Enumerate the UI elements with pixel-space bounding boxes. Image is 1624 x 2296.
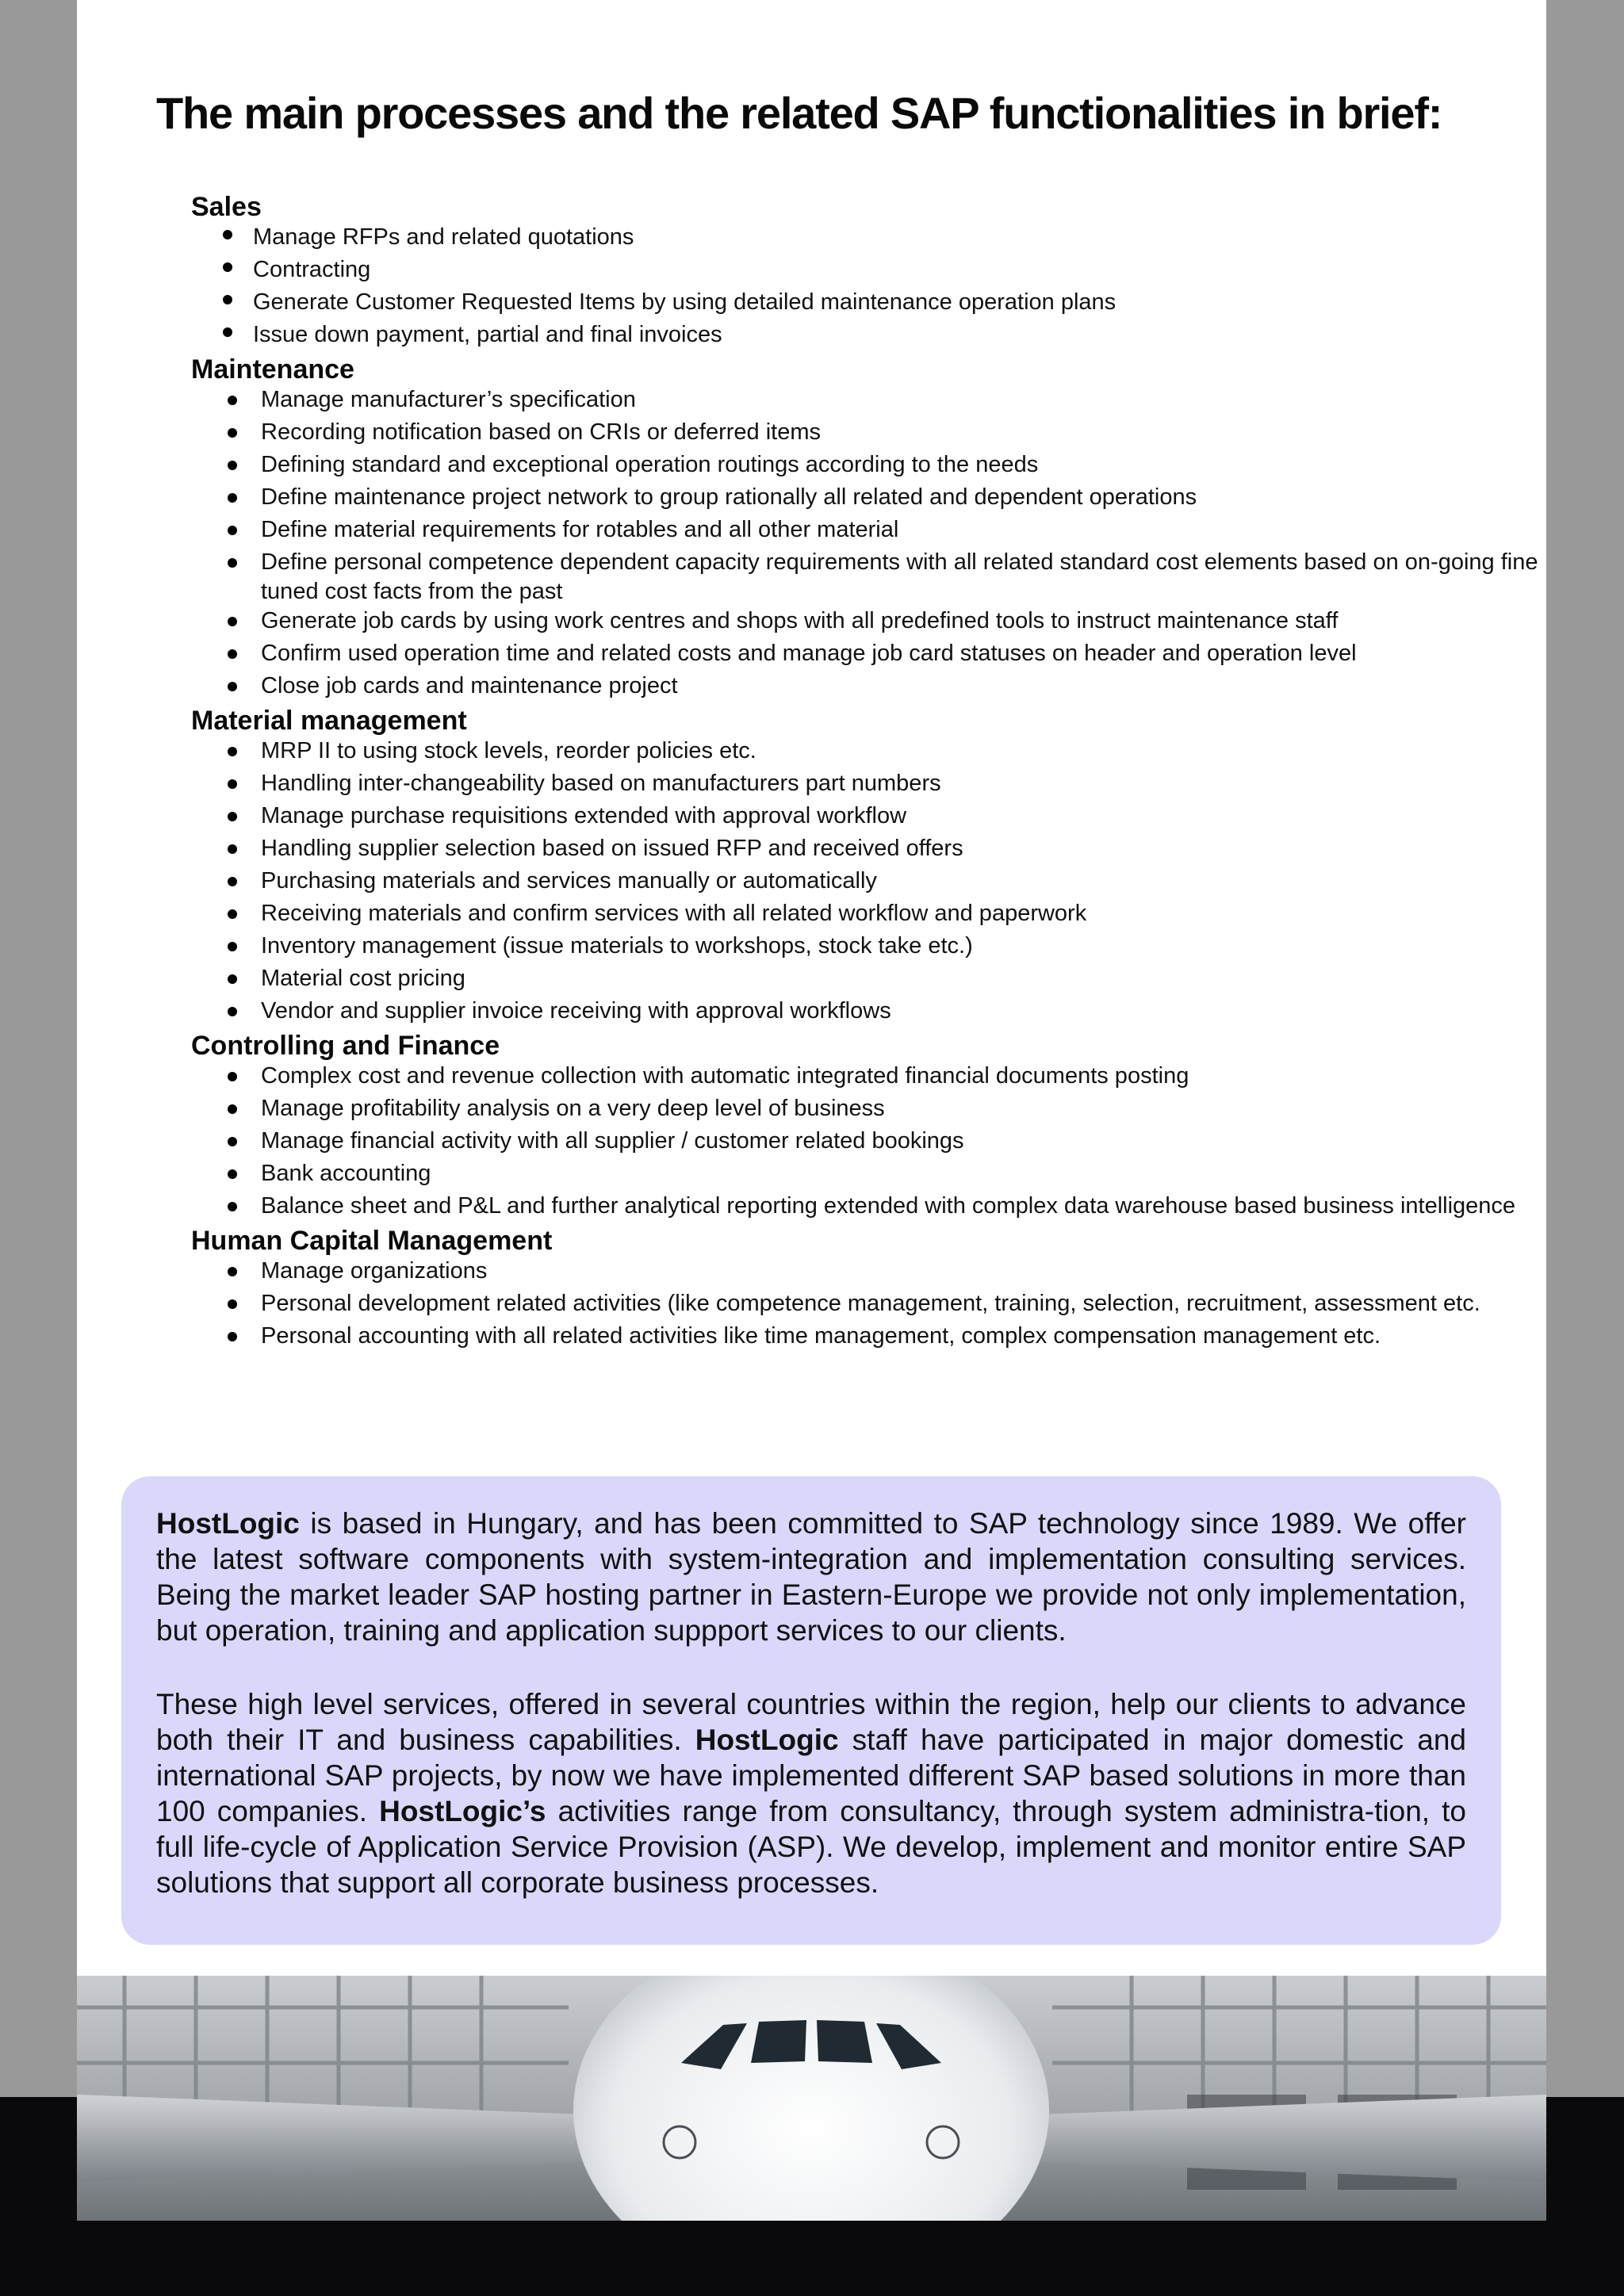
about-paragraph-1 <box>156 1506 1466 1648</box>
bullet-icon <box>228 649 237 659</box>
list-item <box>191 672 1546 704</box>
list-item-text: Handling inter-changeability based on manufacturers part numbers <box>261 771 941 796</box>
list-item <box>191 1257 1546 1289</box>
list-item-text: Material cost pricing <box>261 966 465 991</box>
bullet-icon <box>228 1137 237 1146</box>
list-item <box>191 607 1546 639</box>
list-item-text: Inventory management (issue materials to workshops, stock take etc.) <box>261 933 973 959</box>
section-title: Human Capital Management <box>191 1226 553 1256</box>
bullet-icon <box>228 1007 237 1016</box>
list-item <box>191 932 1546 964</box>
list-item <box>191 964 1546 997</box>
bullet-icon <box>228 844 237 854</box>
list-item <box>191 997 1546 1029</box>
list-item-text: Manage financial activity with all supplier / customer related bookings <box>261 1128 964 1154</box>
list-item-text: Handling supplier selection based on issued RFP and received offers <box>261 836 963 861</box>
aircraft-hangar-photo <box>77 1976 1546 2221</box>
aircraft-fuselage-nose <box>573 1976 1049 2221</box>
bullet-icon <box>228 1072 237 1081</box>
list-item <box>191 834 1546 867</box>
bullet-icon <box>228 909 237 919</box>
list-item <box>191 418 1546 450</box>
list-item-text: Contracting <box>253 257 371 282</box>
about-paragraph-2 <box>156 1686 1466 1900</box>
list-item <box>191 450 1546 483</box>
list-item-text: Manage organizations <box>261 1258 488 1284</box>
list-item-text: Balance sheet and P&L and further analytical reporting extended with complex data warehouse based business intelligence <box>261 1193 1516 1219</box>
about-text: activities range from consultancy, through system administra-tion, to full life-cycle of Application Service Provision (ASP). We develop, implement and monitor entire SAP solutions that support all corporate business processes. <box>156 1795 1466 1899</box>
list-item-text: Define personal competence dependent capacity requirements with all related standard cost elements based on on-going fine tuned cost facts from the past <box>261 549 1538 604</box>
list-item <box>191 1159 1546 1192</box>
list-item-text: Generate job cards by using work centres and shops with all predefined tools to instruct maintenance staff <box>261 608 1339 633</box>
section-items <box>191 223 1546 353</box>
section-items <box>191 1062 1546 1224</box>
list-item-text: Manage RFPs and related quotations <box>253 224 634 250</box>
section-title: Controlling and Finance <box>191 1031 500 1061</box>
bullet-icon <box>228 877 237 886</box>
bullet-icon <box>228 493 237 503</box>
list-item-text: Confirm used operation time and related costs and manage job card statuses on header and operation level <box>261 641 1357 666</box>
bullet-icon <box>228 1202 237 1211</box>
section-items <box>191 737 1546 1029</box>
bullet-icon <box>228 682 237 691</box>
list-item <box>191 223 1546 255</box>
about-text: is based in Hungary, and has been committed to SAP technology since 1989. We offer the latest software components with system-integration and implementation consulting services. Being the market leader SAP hosting partner in Eastern-Europe we provide not only implementation, but operation, training and application suppport services to our clients. <box>156 1507 1466 1647</box>
bullet-icon <box>228 1267 237 1276</box>
bullet-icon <box>228 779 237 789</box>
list-item-text: MRP II to using stock levels, reorder policies etc. <box>261 738 756 763</box>
bullet-icon <box>228 461 237 470</box>
list-item <box>191 483 1546 515</box>
about-text: staff have participated in major domestic and international SAP projects, by now we have implemented different SAP based solutions in more than 100 companies. <box>156 1724 1466 1827</box>
list-item-text: Receiving materials and confirm services with all related workflow and paperwork <box>261 901 1087 926</box>
company-name: HostLogic <box>156 1507 300 1540</box>
list-item <box>191 639 1546 672</box>
bullet-icon <box>228 617 237 626</box>
list-item <box>191 1062 1546 1094</box>
section-material-management <box>191 704 1546 1029</box>
company-name-possessive: HostLogic’s <box>379 1795 546 1827</box>
section-maintenance <box>191 353 1546 704</box>
list-item <box>191 737 1546 769</box>
list-item <box>191 288 1546 320</box>
process-sections <box>191 190 1546 1354</box>
bullet-icon <box>223 327 232 337</box>
list-item-text: Bank accounting <box>261 1161 431 1186</box>
list-item <box>191 1094 1546 1127</box>
list-item-text: Defining standard and exceptional operation routings according to the needs <box>261 452 1039 477</box>
bullet-icon <box>228 396 237 405</box>
about-text: These high level services, offered in several countries within the region, help our clients to advance both their IT and business capabilities. <box>156 1688 1466 1756</box>
list-item-text: Complex cost and revenue collection with automatic integrated financial documents posting <box>261 1063 1189 1089</box>
list-item-text: Vendor and supplier invoice receiving with approval workflows <box>261 998 891 1024</box>
bullet-icon <box>228 1104 237 1114</box>
list-item-text: Personal accounting with all related activities like time management, complex compensation management etc. <box>261 1323 1381 1349</box>
aircraft-photo-illustration <box>77 1976 1546 2221</box>
list-item <box>191 548 1546 607</box>
bullet-icon <box>223 295 232 304</box>
section-title: Sales <box>191 192 262 222</box>
bullet-icon <box>228 526 237 535</box>
company-info-box <box>121 1476 1501 1945</box>
list-item-text: Recording notification based on CRIs or deferred items <box>261 419 822 445</box>
bullet-icon <box>228 428 237 438</box>
list-item <box>191 515 1546 548</box>
bullet-icon <box>228 558 237 568</box>
document-page <box>77 0 1546 2221</box>
list-item <box>191 320 1546 353</box>
section-title: Material management <box>191 706 467 736</box>
list-item-text: Manage manufacturer’s specification <box>261 387 636 412</box>
list-item <box>191 1322 1546 1354</box>
list-item <box>191 385 1546 418</box>
bullet-icon <box>228 942 237 951</box>
list-item <box>191 1192 1546 1224</box>
list-item <box>191 867 1546 899</box>
section-title: Maintenance <box>191 354 354 385</box>
list-item <box>191 1289 1546 1322</box>
bullet-icon <box>228 1169 237 1179</box>
bullet-icon <box>228 812 237 821</box>
list-item-text: Purchasing materials and services manually or automatically <box>261 868 877 894</box>
bullet-icon <box>228 974 237 984</box>
list-item <box>191 899 1546 932</box>
section-sales <box>191 190 1546 353</box>
bullet-icon <box>228 747 237 756</box>
list-item-text: Close job cards and maintenance project <box>261 673 678 698</box>
bullet-icon <box>223 262 232 272</box>
list-item <box>191 769 1546 802</box>
bullet-icon <box>228 1332 237 1341</box>
list-item-text: Manage profitability analysis on a very deep level of business <box>261 1096 885 1121</box>
list-item-text: Issue down payment, partial and final invoices <box>253 322 722 347</box>
company-name: HostLogic <box>695 1724 839 1756</box>
section-items <box>191 385 1546 704</box>
bullet-icon <box>228 1299 237 1309</box>
list-item-text: Manage purchase requisitions extended with approval workflow <box>261 803 907 828</box>
list-item <box>191 802 1546 834</box>
bullet-icon <box>223 230 232 239</box>
list-item-text: Define material requirements for rotables and all other material <box>261 517 899 542</box>
list-item <box>191 255 1546 288</box>
section-controlling-finance <box>191 1029 1546 1224</box>
list-item-text: Personal development related activities (like competence management, training, selection, recruitment, assessment etc. <box>261 1291 1480 1316</box>
section-human-capital <box>191 1224 1546 1354</box>
list-item <box>191 1127 1546 1159</box>
section-items <box>191 1257 1546 1354</box>
page-title: The main processes and the related SAP functionalities in brief: <box>156 88 1442 138</box>
list-item-text: Define maintenance project network to group rationally all related and dependent operations <box>261 484 1197 510</box>
list-item-text: Generate Customer Requested Items by using detailed maintenance operation plans <box>253 289 1116 315</box>
